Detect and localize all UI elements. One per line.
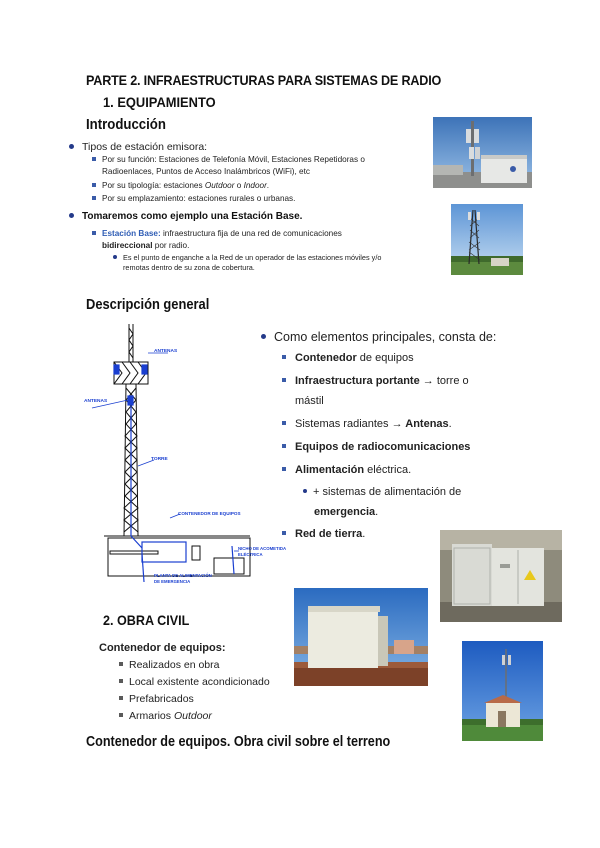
- square-bullet-icon: [282, 444, 286, 448]
- emergencia-dot: .: [375, 506, 379, 518]
- label-antenas-left: ANTENAS: [84, 399, 108, 404]
- contenedor-bold: Contenedor: [295, 352, 357, 364]
- shelter-mast-photo: [462, 641, 543, 741]
- equipos-radio-text: Equipos de radiocomunicaciones: [295, 441, 471, 453]
- square-bullet-icon: [119, 662, 123, 666]
- tipologia-text: Por su tipología: estaciones: [102, 181, 205, 190]
- funcion-line2: Radioenlaces, Puntos de Acceso Inalámbricos (WiFi), etc: [102, 167, 310, 176]
- square-bullet-icon: [119, 696, 123, 700]
- alimentacion-rest: eléctrica.: [364, 464, 412, 476]
- item-infraestructura: [282, 375, 469, 388]
- square-bullet-icon: [92, 157, 96, 161]
- item-red-tierra: [282, 528, 365, 541]
- label-nicho-2: ELÉCTRICA: [238, 552, 263, 557]
- contenedor-rest: de equipos: [356, 352, 414, 364]
- heading-obra-terreno: Contenedor de equipos. Obra civil sobre el terreno: [86, 734, 391, 750]
- tipologia-outdoor: Outdoor: [204, 181, 235, 190]
- cont-item-1: [119, 676, 270, 688]
- square-bullet-icon: [92, 183, 96, 187]
- sistemas-alim-line2: [314, 506, 378, 519]
- sistemas-pre: Sistemas radiantes: [295, 418, 392, 430]
- item-sistemas-alim: [303, 486, 461, 499]
- bidireccional-word: bidireccional: [102, 241, 153, 250]
- bullet-dot-icon: [113, 255, 117, 259]
- cont-item-2: [119, 693, 194, 705]
- label-contenedor: CONTENEDOR DE EQUIPOS: [178, 511, 241, 516]
- infra-bold: Infraestructura portante: [295, 375, 420, 387]
- square-bullet-icon: [119, 713, 123, 717]
- label-antenas-top: ANTENAS: [154, 349, 178, 354]
- tipologia-item: [92, 180, 269, 191]
- enganche-line1: Es el punto de enganche a la Red de un operador de las estaciones móviles y/o: [123, 253, 382, 262]
- funcion-text: Por su función: Estaciones de Telefonía Móvil, Estaciones Repetidoras o: [102, 155, 365, 164]
- section-equipamiento: 1. EQUIPAMIENTO: [103, 94, 216, 110]
- cont-item-text: Prefabricados: [129, 693, 194, 705]
- square-bullet-icon: [92, 231, 96, 235]
- cont-item-3: [119, 710, 212, 722]
- descripcion-intro-text: Como elementos principales, consta de:: [274, 330, 497, 344]
- station-diagram: [84, 318, 287, 588]
- estacion-base-label: Estación Base:: [102, 229, 161, 238]
- cont-item-text: Realizados en obra: [129, 659, 220, 671]
- tipos-title: Tipos de estación emisora:: [82, 141, 208, 153]
- item-contenedor: [282, 352, 414, 365]
- tipologia-dot: .: [266, 181, 270, 190]
- emplazamiento-text: Por su emplazamiento: estaciones rurales o urbanas.: [102, 194, 296, 203]
- red-tierra-bold: Red de tierra: [295, 528, 363, 540]
- bullet-dot-icon: [303, 489, 307, 493]
- tomaremos-text: Tomaremos como ejemplo una Estación Base.: [82, 211, 303, 222]
- square-bullet-icon: [282, 355, 286, 359]
- tipologia-indoor: Indoor: [243, 181, 267, 190]
- square-bullet-icon: [282, 467, 286, 471]
- contenedor-title: Contenedor de equipos:: [99, 642, 226, 654]
- alimentacion-bold: Alimentación: [295, 464, 365, 476]
- bullet-dot-icon: [261, 334, 266, 339]
- bullet-dot-icon: [69, 144, 74, 149]
- cont-item-text: Local existente acondicionado: [129, 676, 270, 688]
- tomaremos-bullet: [69, 211, 302, 222]
- emergencia-bold: emergencia: [314, 506, 376, 518]
- sistemas-antenas: → Antenas: [391, 418, 449, 430]
- label-torre: TORRE: [151, 457, 168, 462]
- item-alimentacion: [282, 464, 411, 477]
- square-bullet-icon: [92, 196, 96, 200]
- square-bullet-icon: [282, 378, 286, 382]
- enganche-item: [113, 253, 381, 263]
- item-sistemas: [282, 418, 452, 431]
- label-planta-1: PLANTA DE ALIMENTACIÓN: [154, 573, 212, 578]
- square-bullet-icon: [282, 421, 286, 425]
- red-dot: .: [362, 528, 366, 540]
- infra-rest: → torre o: [419, 375, 469, 387]
- infra-line2: mástil: [295, 395, 324, 407]
- estacion-base-item: [92, 228, 342, 239]
- tipologia-o: o: [234, 181, 244, 190]
- funcion-item: [92, 154, 365, 165]
- part-title: PARTE 2. INFRAESTRUCTURAS PARA SISTEMAS DE RADIO: [86, 72, 442, 88]
- cont-item-0: [119, 659, 219, 671]
- outdoor-cabinet-photo: [440, 530, 562, 622]
- lattice-tower-photo: [451, 204, 523, 275]
- descripcion-intro: [261, 330, 496, 344]
- sistemas-dot: .: [448, 418, 452, 430]
- enganche-line2: remotas dentro de su zona de cobertura.: [123, 263, 255, 272]
- heading-descripcion: Descripción general: [86, 296, 210, 313]
- bidireccional-line: [102, 240, 189, 251]
- emplazamiento-item: [92, 193, 295, 204]
- prefab-container-photo: [294, 588, 428, 686]
- heading-introduccion: Introducción: [86, 116, 166, 133]
- rooftop-antenna-photo: [433, 117, 532, 188]
- label-nicho-1: NICHO DE ACOMETIDA: [238, 546, 287, 551]
- armarios-outdoor: Outdoor: [173, 710, 212, 722]
- item-equipos-radio: [282, 441, 470, 454]
- square-bullet-icon: [282, 531, 286, 535]
- square-bullet-icon: [119, 679, 123, 683]
- bullet-dot-icon: [69, 213, 74, 218]
- armarios-text: Armarios: [129, 710, 174, 722]
- sistemas-alim-line1: + sistemas de alimentación de: [313, 486, 462, 498]
- label-planta-2: DE EMERGENCIA: [154, 579, 191, 584]
- por-radio: por radio.: [152, 241, 190, 250]
- estacion-base-text: infraestructura fija de una red de comunicaciones: [160, 229, 342, 238]
- section-obra-civil: 2. OBRA CIVIL: [103, 612, 190, 628]
- tipos-bullet: [69, 141, 207, 153]
